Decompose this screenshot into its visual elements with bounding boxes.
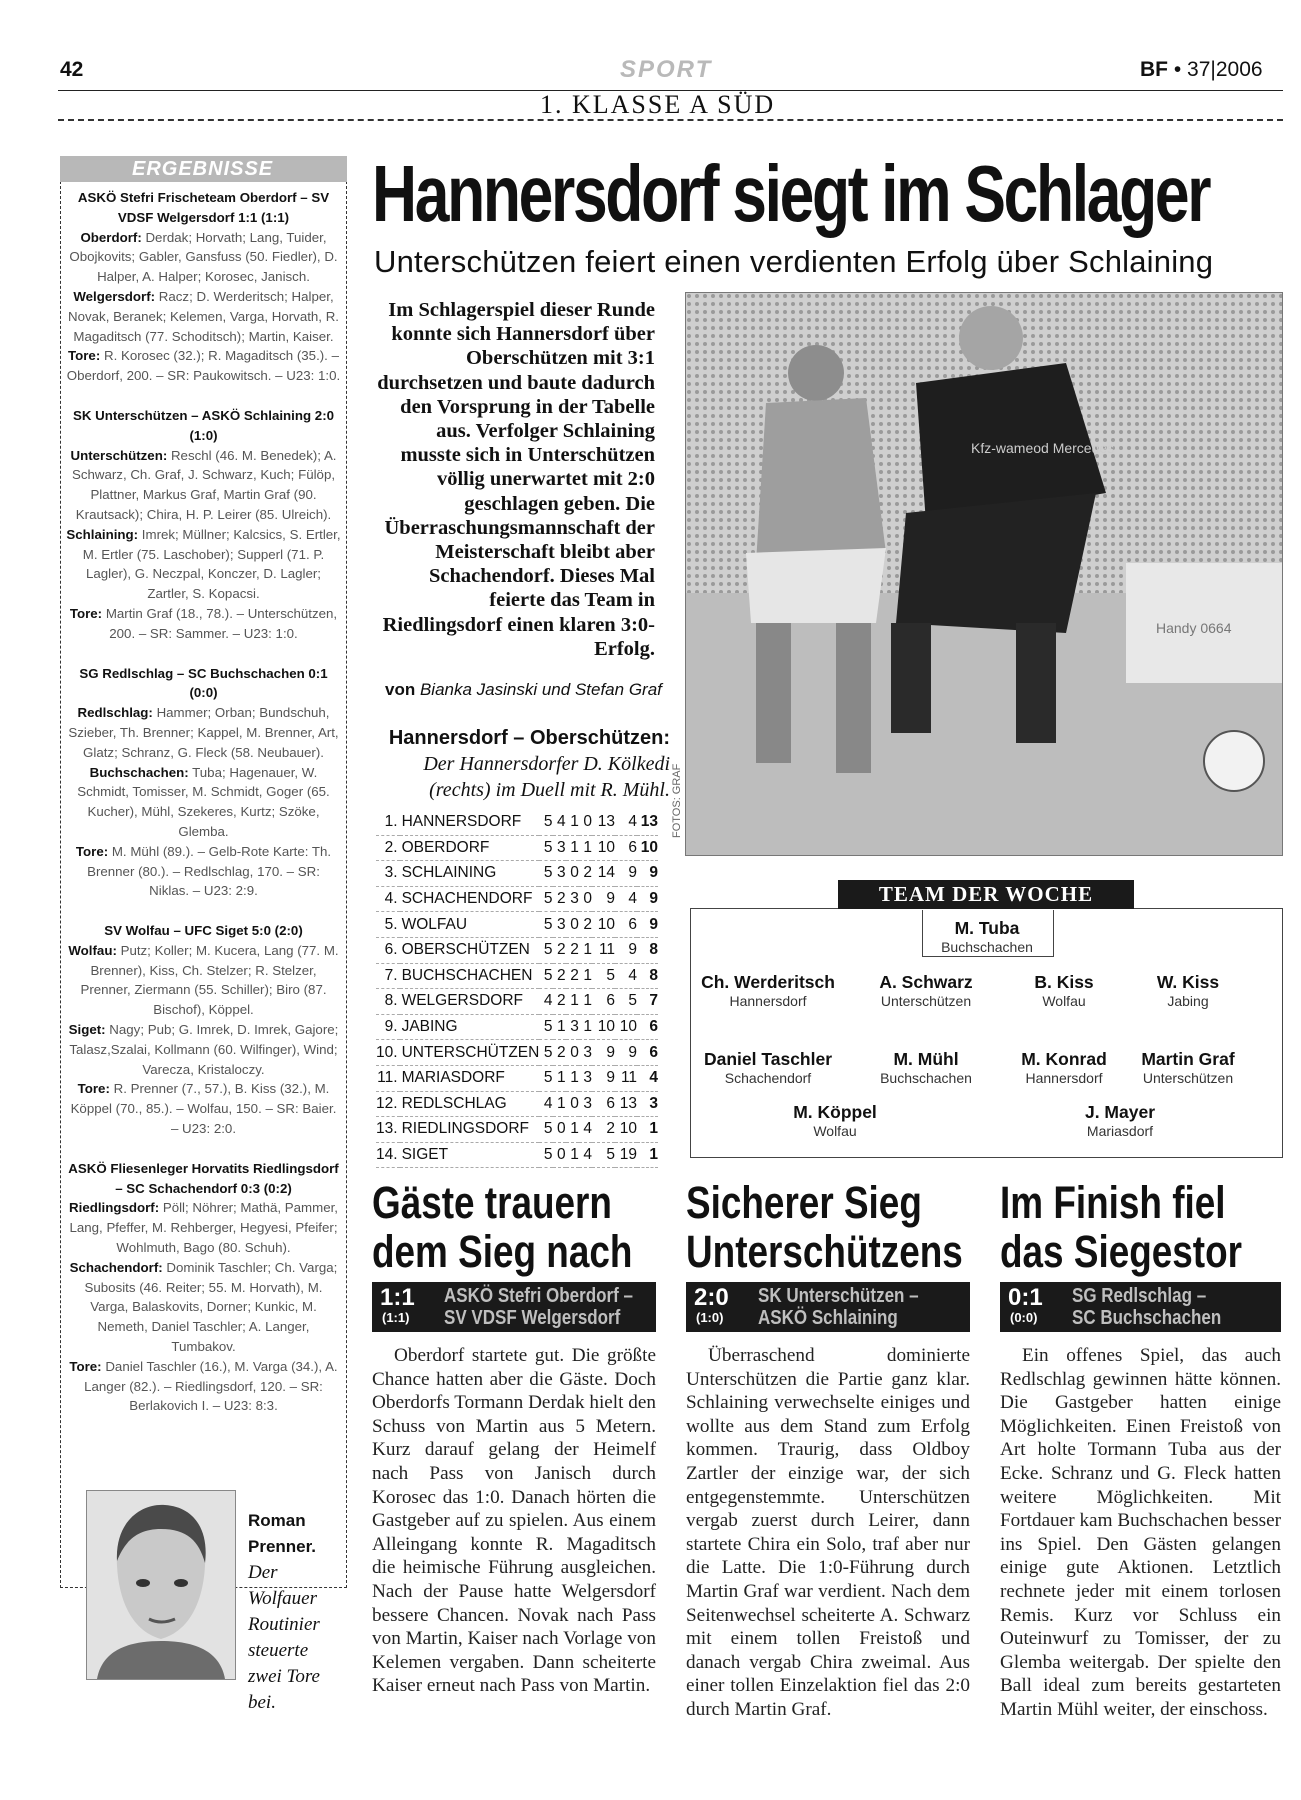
table-cell: BUCHSCHACHEN [400, 963, 540, 989]
result-line-text: Daniel Taschler (16.), M. Varga (34.), A. Langer (82.). – Riedlingsdorf, 120. – SR: Berlakovich I. – U23: 8:3. [84, 1358, 338, 1414]
result-block [66, 1159, 341, 1416]
result-line-text: Derdak; Horvath; Lang, Tuider, Obojkovits; Gabler, Gansfuss (50. Fiedler), D. Halper, A. Halper; Korosec, Janisch. [69, 229, 338, 285]
table-cell: 3 [579, 1091, 592, 1117]
player-name: M. Köppel [793, 1102, 877, 1122]
result-line-text: Racz; D. Werderitsch; Halper, Novak, Beranek; Kelemen, Varga, Horvath, R. Magaditsch (77. Schoditsch); Martin, Kaiser. [68, 288, 339, 344]
table-cell: 5 [539, 1014, 552, 1040]
portrait-caption [248, 1508, 344, 1716]
result-line [66, 1198, 341, 1257]
table-cell: 5 [539, 1117, 552, 1143]
player-name: B. Kiss [1034, 972, 1094, 992]
results-list [66, 188, 341, 1436]
table-row [376, 1040, 658, 1066]
table-cell: 11 [615, 1065, 637, 1091]
score-box [372, 1282, 656, 1332]
team-player [755, 1102, 915, 1139]
result-block [66, 188, 341, 386]
table-cell: 1 [566, 1117, 579, 1143]
result-line-label: Oberdorf: [80, 229, 142, 245]
result-line-label: Wolfau: [68, 942, 117, 958]
player-name: Martin Graf [1141, 1049, 1235, 1069]
table-cell: 4 [539, 989, 552, 1015]
result-line [66, 842, 341, 901]
table-cell: 1 [579, 835, 592, 861]
table-cell: 6. [376, 937, 400, 963]
table-cell: 6 [592, 1091, 615, 1117]
result-line-label: Unterschützen: [70, 447, 168, 463]
table-cell: 5 [539, 861, 552, 887]
table-cell: JABING [400, 1014, 540, 1040]
photo-caption-title: Hannersdorf – Oberschützen: [388, 727, 670, 749]
table-row [376, 886, 658, 912]
table-cell: 5 [539, 835, 552, 861]
table-cell: 9 [592, 1040, 615, 1066]
result-line-label: Tore: [69, 605, 103, 621]
score-team-away: ASKÖ Schlaining [758, 1307, 898, 1329]
table-cell: 1 [566, 835, 579, 861]
player-club: Hannersdorf [1025, 1070, 1103, 1086]
player-club: Wolfau [813, 1123, 857, 1139]
table-cell: 7 [637, 989, 658, 1015]
table-cell: 0 [566, 1040, 579, 1066]
result-line-label: Schlaining: [66, 526, 139, 542]
table-cell: 0 [579, 810, 592, 835]
article-headline [686, 1178, 963, 1276]
table-cell: 10 [592, 1014, 615, 1040]
table-row [376, 989, 658, 1015]
table-cell: 4 [615, 810, 637, 835]
score: 1:1 [380, 1284, 415, 1311]
team-of-week-title: TEAM DER WOCHE [838, 880, 1134, 909]
table-cell: 8. [376, 989, 400, 1015]
table-row [376, 835, 658, 861]
table-cell: 6 [637, 1040, 658, 1066]
table-cell: 5 [539, 1040, 552, 1066]
result-line [66, 1357, 341, 1416]
table-cell: SCHACHENDORF [400, 886, 540, 912]
table-cell: 1 [579, 1014, 592, 1040]
team-player [846, 1049, 1006, 1086]
table-row [376, 1065, 658, 1091]
portrait-photo [86, 1490, 236, 1680]
table-cell: 1 [566, 1065, 579, 1091]
article-headline-line: Unterschützens [686, 1226, 963, 1277]
results-header [60, 156, 347, 182]
result-title: SG Redlschlag – SC Buchschachen 0:1 (0:0) [79, 665, 328, 701]
table-cell: 6 [615, 835, 637, 861]
table-cell: 10 [615, 1117, 637, 1143]
team-player [1040, 1102, 1200, 1139]
score-teams [758, 1285, 1013, 1329]
result-line [66, 604, 341, 644]
table-cell: 0 [566, 1091, 579, 1117]
table-cell: 11 [592, 937, 615, 963]
intro-text: Im Schlagerspiel dieser Runde konnte sich Hannersdorf über Oberschützen mit 3:1 durchsetzen und baute dadurch den Vorsprung in der Tabelle aus. Verfolger Schlaining musste sich in Unterschützen völlig unerwartet mit 2:0 geschlagen geben. Die Überraschungsmannschaft der Meisterschaft bleibt aber Schachendorf. Dieses Mal feierte das Team in Riedlingsdorf einen klaren 3:0-Erfolg. [377, 299, 655, 660]
score-team-away: SC Buchschachen [1072, 1307, 1222, 1329]
result-line [66, 941, 341, 1020]
player-club: Unterschützen [880, 993, 972, 1009]
table-cell: 4 [579, 1142, 592, 1168]
result-line [66, 346, 341, 386]
table-cell: 10 [615, 1014, 637, 1040]
table-cell: OBERDORF [400, 835, 540, 861]
result-line [66, 703, 341, 762]
article-text: Ein offenes Spiel, das auch Redlschlag gewinnen hätte können. Die Gastgeber hatten einige Möglichkeiten. Einen Freistoß von Art holte Tormann Tuba aus der Ecke. Schranz und G. Fleck hatten weitere Möglichkeiten. Mit Fortdauer kam Buchschachen besser ins Spiel. Den Gästen gelangen einige gute Aktionen. Letztlich rechnete jeder mit einem torlosen Remis. Kurz vor Schluss ein Outeinwurf zu Tomisser, der zu Glemba weitergab. Der spielte den Ball ideal zum bereits gestarteten Martin Mühl weiter, der einschoss. [1000, 1345, 1281, 1720]
player-name: M. Konrad [1021, 1049, 1107, 1069]
player-name: A. Schwarz [879, 972, 973, 992]
table-cell: 2. [376, 835, 400, 861]
portrait-text: Der Wolfauer Routinier steuerte zwei Tore bei. [248, 1562, 320, 1713]
table-cell: 0 [553, 1117, 566, 1143]
score-teams [444, 1285, 699, 1329]
result-line-text: Pöll; Nöhrer; Mathä, Pammer, Lang, Pfeffer, M. Rehberger, Hegyesi, Pfeifer; Wohlmuth, Bago (80. Schuh). [69, 1200, 338, 1256]
player-club: Unterschützen [1142, 1070, 1234, 1086]
result-line-label: Tore: [75, 843, 109, 859]
table-cell: 4 [637, 1065, 658, 1091]
table-cell: 2 [592, 1117, 615, 1143]
article-text: Überraschend dominierte Unterschützen die Partie ganz klar. Schlaining verwechselte einiges und wollte aus dem Stand zum Erfolg kommen. Traurig, dass Oldboy Zartler der einzige war, der sich entgegenstemmte. Unterschützen vergab zuerst durch Leirer, dann startete Chira ein Solo, traf aber nur die Latte. Die 1:0-Führung durch Martin Graf war verdient. Nach dem Seitenwechsel scheiterte A. Schwarz mit einem tollen Freistoß und danach vergab Chira zweimal. Aus einer tollen Einzelaktion fiel das 2:0 durch Martin Graf. [686, 1345, 970, 1720]
portrait-name: Roman Prenner. [248, 1511, 317, 1556]
result-line-text: Tuba; Hagenauer, W. Schmidt, Tomisser, M. Schmidt, Goger (65. Kucher), Mühl, Szekeres, Kurtz; Szöke, Glemba. [77, 764, 330, 839]
result-line [66, 287, 341, 346]
table-cell: 5. [376, 912, 400, 938]
result-line-text: Putz; Koller; M. Kucera, Lang (77. M. Brenner), Kiss, Ch. Stelzer; R. Stelzer, Prenner, Ziermann (55. Schiller); Biro (87. Bischof), Köppel. [80, 942, 339, 1018]
section-label: SPORT [620, 56, 713, 83]
team-player [1108, 1049, 1268, 1086]
score-team-home: SG Redlschlag – [1072, 1285, 1207, 1307]
main-headline: Hannersdorf siegt im Schlager [372, 149, 1210, 238]
table-cell: 1 [637, 1142, 658, 1168]
table-cell: 3 [553, 861, 566, 887]
standings-table [376, 810, 658, 1168]
result-title: SV Wolfau – UFC Siget 5:0 (2:0) [104, 923, 303, 939]
table-row [376, 963, 658, 989]
table-cell: 8 [637, 963, 658, 989]
table-cell: 2 [553, 989, 566, 1015]
table-cell: 4. [376, 886, 400, 912]
page-number: 42 [60, 58, 84, 81]
table-cell: 9 [592, 1065, 615, 1091]
table-cell: 2 [566, 937, 579, 963]
score-teams [1072, 1285, 1301, 1329]
result-line-text: R. Korosec (32.); R. Magaditsch (35.). – Oberdorf, 200. – SR: Paukowitsch. – U23: 1:0. [66, 348, 341, 384]
player-club: Mariasdorf [1086, 1123, 1154, 1139]
table-cell: 13. [376, 1117, 400, 1143]
table-cell: 2 [579, 861, 592, 887]
result-line [66, 763, 341, 842]
result-title: ASKÖ Stefri Frischeteam Oberdorf – SV VDSF Welgersdorf 1:1 (1:1) [77, 190, 330, 225]
table-cell: 5 [539, 1065, 552, 1091]
result-line-label: Tore: [77, 1081, 110, 1097]
result-line-text: Imrek; Müllner; Kalcsics, S. Ertler, M. Ertler (75. Laschober); Supperl (71. P. Lagler), G. Neczpal, Konczer, D. Lagler; Zartler, S. Kopacsi. [82, 526, 341, 602]
table-cell: 1 [566, 1142, 579, 1168]
table-cell: 3 [637, 1091, 658, 1117]
half-time-score: (1:1) [382, 1310, 410, 1325]
table-cell: 3 [566, 1014, 579, 1040]
table-cell: HANNERSDORF [400, 810, 540, 835]
result-line-text: Reschl (46. M. Benedek); A. Schwarz, Ch. Graf, J. Schwarz, Kuch; Fülöp, Plattner, Markus Graf, Martin Graf (90. Krautsack); Chira, H. P. Leirer (85. Ulreich). [71, 447, 337, 522]
table-cell: 3 [579, 1040, 592, 1066]
table-cell: 1 [579, 963, 592, 989]
team-player [688, 1049, 848, 1086]
table-cell: 2 [553, 963, 566, 989]
score-box [686, 1282, 970, 1332]
table-cell: 3 [553, 912, 566, 938]
result-line-text: Dominik Taschler; Ch. Varga; Subosits (46. Reiter; 55. M. Horvath), M. Varga, Balaskovits, Dorner; Kunkic, M. Nemeth, Daniel Taschler; A. Langer, Tumbakov. [84, 1259, 338, 1355]
results-title: ERGEBNISSE [132, 158, 274, 180]
table-cell: 9 [637, 912, 658, 938]
table-cell: 5 [539, 963, 552, 989]
result-line-text: Martin Graf (18., 78.). – Unterschützen, 200. – SR: Sammer. – U23: 1:0. [105, 605, 338, 641]
sub-headline: Unterschützen feiert einen verdienten Erfolg über Schlaining [374, 244, 1214, 279]
table-cell: 4 [615, 963, 637, 989]
author-line [385, 680, 662, 700]
team-player [1108, 972, 1268, 1009]
table-cell: 10 [592, 912, 615, 938]
player-club: Buchschachen [880, 1070, 972, 1086]
result-line [66, 1079, 341, 1138]
result-title: SK Unterschützen – ASKÖ Schlaining 2:0 (1:0) [72, 407, 335, 443]
table-cell: 1 [579, 937, 592, 963]
table-cell: 2 [553, 1040, 566, 1066]
player-club: Buchschachen [941, 939, 1033, 955]
table-row [376, 1142, 658, 1168]
table-row [376, 937, 658, 963]
article-headline-line: dem Sieg nach [372, 1226, 633, 1277]
table-cell: 11. [376, 1065, 400, 1091]
result-line [66, 1258, 341, 1357]
result-line-text: Hammer; Orban; Bundschuh, Szieber, Th. Brenner; Kappel, M. Brenner, Art, Glatz; Schranz, G. Fleck (58. Neubauer). [68, 705, 339, 760]
table-cell: SCHLAINING [400, 861, 540, 887]
table-cell: 2 [553, 937, 566, 963]
table-cell: 9 [592, 886, 615, 912]
table-cell: 1 [553, 1091, 566, 1117]
result-line-label: Schachendorf: [69, 1259, 163, 1275]
score: 0:1 [1008, 1284, 1043, 1311]
table-cell: 5 [539, 810, 552, 835]
player-name: J. Mayer [1084, 1102, 1156, 1122]
table-row [376, 810, 658, 835]
table-cell: 9 [615, 937, 637, 963]
player-club: Schachendorf [724, 1070, 812, 1086]
table-cell: 3 [566, 886, 579, 912]
player-name: M. Tuba [954, 918, 1020, 938]
photo-caption [372, 725, 670, 803]
result-block [66, 406, 341, 644]
table-cell: 5 [615, 989, 637, 1015]
table-cell: 5 [539, 886, 552, 912]
score-team-home: SK Unterschützen – [758, 1285, 919, 1307]
result-line-label: Tore: [68, 348, 101, 364]
article-headline-line: Im Finish fiel [1000, 1177, 1226, 1228]
table-cell: 2 [579, 912, 592, 938]
result-line-label: Siget: [68, 1022, 106, 1038]
result-line-text: R. Prenner (7., 57.), B. Kiss (32.), M. Köppel (70., 85.). – Wolfau, 150. – SR: Baier. – U23: 2:0. [70, 1081, 337, 1137]
team-player [907, 918, 1067, 955]
article-headline [372, 1178, 632, 1276]
table-cell: 9 [637, 886, 658, 912]
table-cell: 4 [579, 1117, 592, 1143]
article-text: Oberdorf startete gut. Die größte Chance hatten aber die Gäste. Doch Oberdorfs Tormann Derdak hielt den Schuss von Martin aus 5 Metern. Kurz darauf gelang der Heimelf nach Pass von Janisch durch Korosec das 1:0. Danach hörten die Gastgeber auf zu spielen. Aus einem Alleingang konnte R. Magaditsch die heimische Führung ausgleichen. Nach der Pause hatte Welgersdorf bessere Chancen. Novak nach Pass von Martin, Kaiser nach Vorlage von Kelemen vergaben. Dann scheiterte Kaiser erneut nach Pass von Martin. [372, 1345, 656, 1697]
half-time-score: (0:0) [1010, 1310, 1038, 1325]
table-cell: 1. [376, 810, 400, 835]
table-cell: OBERSCHÜTZEN [400, 937, 540, 963]
table-row [376, 1014, 658, 1040]
table-cell: 5 [592, 963, 615, 989]
table-cell: WOLFAU [400, 912, 540, 938]
table-cell: 6 [592, 989, 615, 1015]
article-headline [1000, 1178, 1242, 1276]
table-cell: 13 [637, 810, 658, 835]
table-cell: 1 [553, 1014, 566, 1040]
article-headline-line: Sicherer Sieg [686, 1177, 922, 1228]
table-cell: 12. [376, 1091, 400, 1117]
result-title: ASKÖ Fliesenleger Horvatits Riedlingsdorf – SC Schachendorf 0:3 (0:2) [68, 1160, 339, 1196]
result-line-text: M. Mühl (89.). – Gelb-Rote Karte: Th. Brenner (80.). – Redlschlag, 170. – SR: Niklas. – U23: 2:9. [87, 843, 332, 899]
table-cell: 1 [553, 1065, 566, 1091]
issue-number: 37|2006 [1187, 58, 1263, 81]
issue-info: BF • 37|2006 [1140, 58, 1263, 81]
result-line [66, 228, 341, 287]
table-cell: 7. [376, 963, 400, 989]
score-box [1000, 1282, 1281, 1332]
match-photo [685, 292, 1283, 856]
table-cell: 6 [637, 1014, 658, 1040]
player-club: Jabing [1167, 993, 1209, 1009]
team-player [688, 972, 848, 1009]
photo-credit: FOTOS: GRAF [671, 763, 683, 838]
score-team-home: ASKÖ Stefri Oberdorf – [444, 1285, 633, 1307]
table-row [376, 861, 658, 887]
table-cell: 9 [615, 861, 637, 887]
table-cell: 3. [376, 861, 400, 887]
table-cell: 6 [615, 912, 637, 938]
result-line-label: Redlschlag: [77, 705, 153, 721]
table-cell: REDLSCHLAG [400, 1091, 540, 1117]
result-block [66, 921, 341, 1139]
table-cell: 10 [637, 835, 658, 861]
table-cell: 5 [539, 937, 552, 963]
table-cell: 9 [615, 1040, 637, 1066]
photo-shirt-text: Kfz-wameod Mercedes [971, 440, 1115, 456]
author-prefix: von [385, 680, 416, 699]
result-line-label: Riedlingsdorf: [69, 1200, 160, 1216]
table-cell: RIEDLINGSDORF [400, 1117, 540, 1143]
result-line [66, 1020, 341, 1079]
article-headline-line: Gäste trauern [372, 1177, 612, 1228]
table-cell: 19 [615, 1142, 637, 1168]
table-cell: 3 [579, 1065, 592, 1091]
table-cell: 14. [376, 1142, 400, 1168]
table-cell: 1 [566, 989, 579, 1015]
table-cell: 4 [615, 886, 637, 912]
table-cell: 13 [615, 1091, 637, 1117]
table-cell: 0 [566, 912, 579, 938]
table-cell: 4 [553, 810, 566, 835]
player-club: Wolfau [1042, 993, 1086, 1009]
table-cell: 9 [637, 861, 658, 887]
table-cell: 5 [539, 912, 552, 938]
player-name: Ch. Werderitsch [701, 972, 835, 992]
table-cell: 5 [539, 1142, 552, 1168]
table-cell: 1 [637, 1117, 658, 1143]
player-name: Daniel Taschler [703, 1049, 833, 1069]
result-line-label: Buchschachen: [89, 764, 189, 780]
table-cell: 13 [592, 810, 615, 835]
table-cell: UNTERSCHÜTZEN [400, 1040, 540, 1066]
score-team-away: SV VDSF Welgersdorf [444, 1307, 621, 1329]
result-line [66, 525, 341, 604]
table-cell: SIGET [400, 1142, 540, 1168]
table-cell: 0 [579, 886, 592, 912]
player-club: Hannersdorf [729, 993, 807, 1009]
result-line [66, 446, 341, 525]
result-block [66, 664, 341, 902]
article-headline-line: das Siegestor [1000, 1226, 1243, 1277]
half-time-score: (1:0) [696, 1310, 724, 1325]
photo-board-text: Handy 0664 [1156, 620, 1232, 636]
team-player [846, 972, 1006, 1009]
table-cell: 2 [553, 886, 566, 912]
table-cell: 5 [592, 1142, 615, 1168]
table-cell: 8 [637, 937, 658, 963]
table-row [376, 912, 658, 938]
table-cell: 3 [553, 835, 566, 861]
league-title: 1. KLASSE A SÜD [540, 90, 776, 119]
table-cell: 4 [539, 1091, 552, 1117]
player-name: M. Mühl [893, 1049, 959, 1069]
player-name: W. Kiss [1156, 972, 1220, 992]
table-cell: 10. [376, 1040, 400, 1066]
author-names: Bianka Jasinski und Stefan Graf [419, 680, 662, 699]
table-cell: 9. [376, 1014, 400, 1040]
photo-caption-text: Der Hannersdorfer D. Kölkedi (rechts) im Duell mit R. Mühl. [423, 753, 670, 801]
table-cell: MARIASDORF [400, 1065, 540, 1091]
header-dashed-rule [58, 119, 1283, 121]
score: 2:0 [694, 1284, 729, 1311]
result-line-text: Nagy; Pub; G. Imrek, D. Imrek, Gajore; Talasz,Szalai, Kollmann (60. Wilfinger), Wind; Varecza, Kristaloczy. [69, 1022, 339, 1077]
table-row [376, 1117, 658, 1143]
table-row [376, 1091, 658, 1117]
table-cell: 1 [566, 810, 579, 835]
table-cell: 0 [566, 861, 579, 887]
table-cell: WELGERSDORF [400, 989, 540, 1015]
result-line-label: Tore: [69, 1358, 102, 1374]
result-line-label: Welgersdorf: [73, 288, 156, 304]
table-cell: 2 [566, 963, 579, 989]
brand: BF [1140, 58, 1168, 81]
table-cell: 10 [592, 835, 615, 861]
table-cell: 0 [553, 1142, 566, 1168]
table-cell: 14 [592, 861, 615, 887]
table-cell: 1 [579, 989, 592, 1015]
